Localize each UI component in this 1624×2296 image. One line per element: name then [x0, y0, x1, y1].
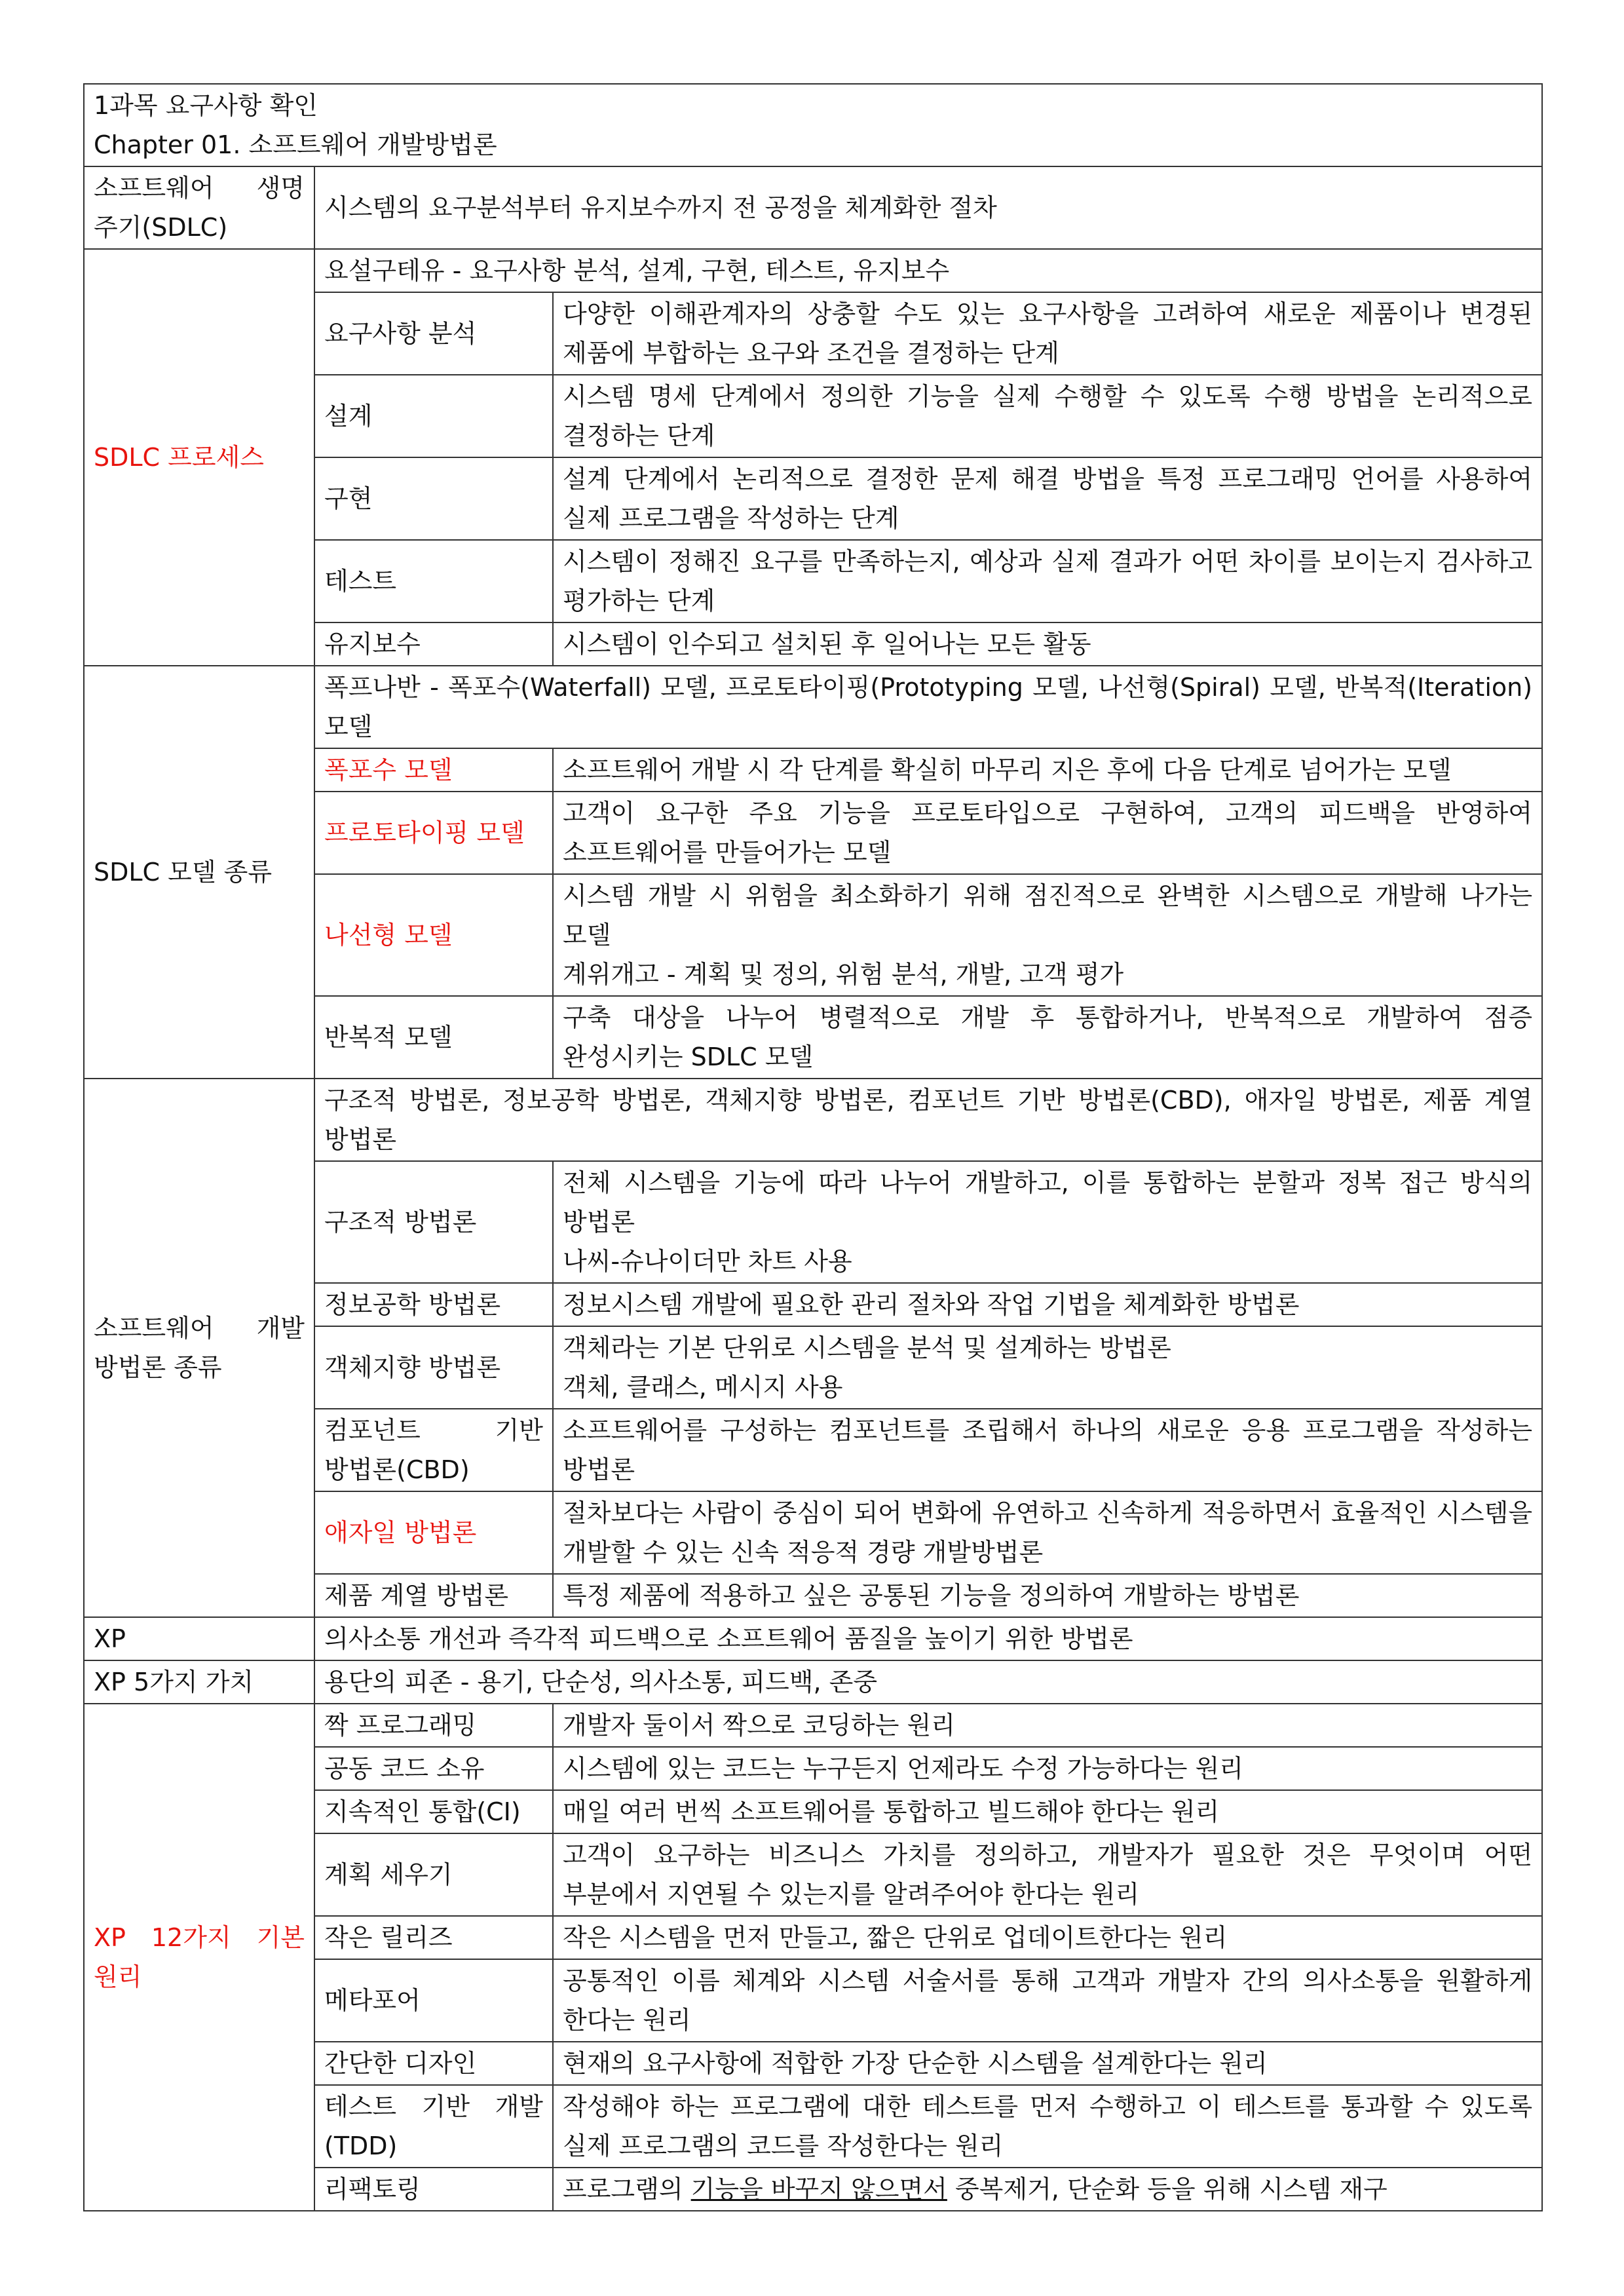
subject-title: 1과목 요구사항 확인 — [94, 91, 318, 120]
process-item-desc: 시스템이 정해진 요구를 만족하는지, 예상과 실제 결과가 어떤 차이를 보이는지 검사하고 평가하는 단계 — [553, 540, 1542, 622]
models-summary-row — [84, 666, 1542, 748]
principle-name: 메타포어 — [314, 1959, 553, 2042]
method-desc: 정보시스템 개발에 필요한 관리 절차와 작업 기법을 체계화한 방법론 — [553, 1283, 1542, 1326]
principles-label: XP 12가지 기본 원리 — [84, 1704, 314, 2211]
study-table — [83, 83, 1543, 2211]
method-name: 구조적 방법론 — [314, 1161, 553, 1283]
method-desc: 전체 시스템을 기능에 따라 나누어 개발하고, 이를 통합하는 분할과 정복 접근 방식의 방법론 — [563, 1168, 1533, 1236]
method-name: 정보공학 방법론 — [314, 1283, 553, 1326]
header-row — [84, 84, 1542, 166]
method-name: 애자일 방법론 — [314, 1491, 553, 1574]
process-item-desc: 다양한 이해관계자의 상충할 수도 있는 요구사항을 고려하여 새로운 제품이나 변경된 제품에 부합하는 요구와 조건을 결정하는 단계 — [553, 292, 1542, 375]
process-item-name: 요구사항 분석 — [314, 292, 553, 375]
xp-values-term: XP 5가지 가치 — [84, 1660, 314, 1704]
method-name: 제품 계열 방법론 — [314, 1574, 553, 1617]
model-desc: 고객이 요구한 주요 기능을 프로토타입으로 구현하여, 고객의 피드백을 반영하여 소프트웨어를 만들어가는 모델 — [553, 792, 1542, 874]
model-name: 프로토타이핑 모델 — [314, 792, 553, 874]
process-item-name: 유지보수 — [314, 622, 553, 666]
sdlc-definition-row — [84, 166, 1542, 249]
model-desc-cell — [553, 874, 1542, 996]
method-desc-note: 객체, 클래스, 메시지 사용 — [563, 1373, 843, 1402]
process-item-desc: 설계 단계에서 논리적으로 결정한 문제 해결 방법을 특정 프로그래밍 언어를 사용하여 실제 프로그램을 작성하는 단계 — [553, 457, 1542, 540]
model-name: 반복적 모델 — [314, 996, 553, 1079]
process-item-desc: 시스템 명세 단계에서 정의한 기능을 실제 수행할 수 있도록 수행 방법을 논리적으로 결정하는 단계 — [553, 375, 1542, 457]
principle-name: 리팩토링 — [314, 2168, 553, 2211]
model-desc-note: 계위개고 - 계획 및 정의, 위험 분석, 개발, 고객 평가 — [563, 960, 1124, 989]
process-summary: 요설구테유 - 요구사항 분석, 설계, 구현, 테스트, 유지보수 — [314, 249, 1542, 292]
model-desc: 구축 대상을 나누어 병렬적으로 개발 후 통합하거나, 반복적으로 개발하여 점증 완성시키는 SDLC 모델 — [553, 996, 1542, 1079]
document-page — [83, 83, 1541, 2211]
model-desc: 소프트웨어 개발 시 각 단계를 확실히 마무리 지은 후에 다음 단계로 넘어가는 모델 — [553, 748, 1542, 792]
method-desc-cell — [553, 1161, 1542, 1283]
sdlc-term: 소프트웨어 생명 주기(SDLC) — [84, 166, 314, 249]
xp-term: XP — [84, 1617, 314, 1660]
process-summary-row — [84, 249, 1542, 292]
principle-desc-underlined: 기능을 바꾸지 않으면서 — [690, 2175, 947, 2204]
principle-name: 공동 코드 소유 — [314, 1747, 553, 1790]
principle-desc-cell — [553, 2168, 1542, 2211]
principle-desc: 현재의 요구사항에 적합한 가장 단순한 시스템을 설계한다는 원리 — [553, 2042, 1542, 2085]
table-row — [84, 1704, 1542, 1747]
xp-row — [84, 1617, 1542, 1660]
method-name: 객체지향 방법론 — [314, 1326, 553, 1409]
model-name: 나선형 모델 — [314, 874, 553, 996]
process-item-name: 테스트 — [314, 540, 553, 622]
methods-summary-row — [84, 1079, 1542, 1161]
principle-desc: 작은 시스템을 먼저 만들고, 짧은 단위로 업데이트한다는 원리 — [553, 1916, 1542, 1959]
process-item-desc: 시스템이 인수되고 설치된 후 일어나는 모든 활동 — [553, 622, 1542, 666]
principle-name: 계획 세우기 — [314, 1833, 553, 1916]
principle-desc: 고객이 요구하는 비즈니스 가치를 정의하고, 개발자가 필요한 것은 무엇이며 어떤 부분에서 지연될 수 있는지를 알려주어야 한다는 원리 — [553, 1833, 1542, 1916]
principle-desc: 개발자 둘이서 짝으로 코딩하는 원리 — [553, 1704, 1542, 1747]
xp-values-definition: 용단의 피존 - 용기, 단순성, 의사소통, 피드백, 존중 — [314, 1660, 1542, 1704]
chapter-title: Chapter 01. 소프트웨어 개발방법론 — [94, 130, 497, 159]
principle-desc: 공통적인 이름 체계와 시스템 서술서를 통해 고객과 개발자 간의 의사소통을 원활하게 한다는 원리 — [553, 1959, 1542, 2042]
process-item-name: 구현 — [314, 457, 553, 540]
method-desc-note: 나씨-슈나이더만 차트 사용 — [563, 1247, 852, 1276]
principle-name: 짝 프로그래밍 — [314, 1704, 553, 1747]
method-desc: 절차보다는 사람이 중심이 되어 변화에 유연하고 신속하게 적응하면서 효율적인 시스템을 개발할 수 있는 신속 적응적 경량 개발방법론 — [553, 1491, 1542, 1574]
method-desc: 소프트웨어를 구성하는 컴포넌트를 조립해서 하나의 새로운 응용 프로그램을 작성하는 방법론 — [553, 1409, 1542, 1491]
method-desc: 특정 제품에 적용하고 싶은 공통된 기능을 정의하여 개발하는 방법론 — [553, 1574, 1542, 1617]
method-desc: 객체라는 기본 단위로 시스템을 분석 및 설계하는 방법론 — [563, 1333, 1171, 1362]
model-desc: 시스템 개발 시 위험을 최소화하기 위해 점진적으로 완벽한 시스템으로 개발해 나가는 모델 — [563, 881, 1533, 949]
process-item-name: 설계 — [314, 375, 553, 457]
principle-desc: 매일 여러 번씩 소프트웨어를 통합하고 빌드해야 한다는 원리 — [553, 1790, 1542, 1833]
principle-name: 테스트 기반 개발(TDD) — [314, 2085, 553, 2168]
principle-name: 작은 릴리즈 — [314, 1916, 553, 1959]
xp-definition: 의사소통 개선과 즉각적 피드백으로 소프트웨어 품질을 높이기 위한 방법론 — [314, 1617, 1542, 1660]
methods-summary: 구조적 방법론, 정보공학 방법론, 객체지향 방법론, 컴포넌트 기반 방법론(CBD), 애자일 방법론, 제품 계열 방법론 — [314, 1079, 1542, 1161]
principle-desc: 시스템에 있는 코드는 누구든지 언제라도 수정 가능하다는 원리 — [553, 1747, 1542, 1790]
method-name: 컴포넌트 기반 방법론(CBD) — [314, 1409, 553, 1491]
principle-desc-part: 중복제거, 단순화 등을 위해 시스템 재구 — [947, 2175, 1388, 2204]
methods-label: 소프트웨어 개발 방법론 종류 — [84, 1079, 314, 1617]
principle-name: 간단한 디자인 — [314, 2042, 553, 2085]
models-summary: 폭프나반 - 폭포수(Waterfall) 모델, 프로토타이핑(Prototyping 모델, 나선형(Spiral) 모델, 반복적(Iteration) 모델 — [314, 666, 1542, 748]
models-label: SDLC 모델 종류 — [84, 666, 314, 1079]
header-cell — [84, 84, 1542, 166]
principle-desc-part: 프로그램의 — [563, 2175, 691, 2204]
principle-desc: 작성해야 하는 프로그램에 대한 테스트를 먼저 수행하고 이 테스트를 통과할 수 있도록 실제 프로그램의 코드를 작성한다는 원리 — [553, 2085, 1542, 2168]
xp-values-row — [84, 1660, 1542, 1704]
principle-name: 지속적인 통합(CI) — [314, 1790, 553, 1833]
model-name: 폭포수 모델 — [314, 748, 553, 792]
method-desc-cell — [553, 1326, 1542, 1409]
sdlc-definition: 시스템의 요구분석부터 유지보수까지 전 공정을 체계화한 절차 — [314, 166, 1542, 249]
process-label: SDLC 프로세스 — [84, 249, 314, 666]
